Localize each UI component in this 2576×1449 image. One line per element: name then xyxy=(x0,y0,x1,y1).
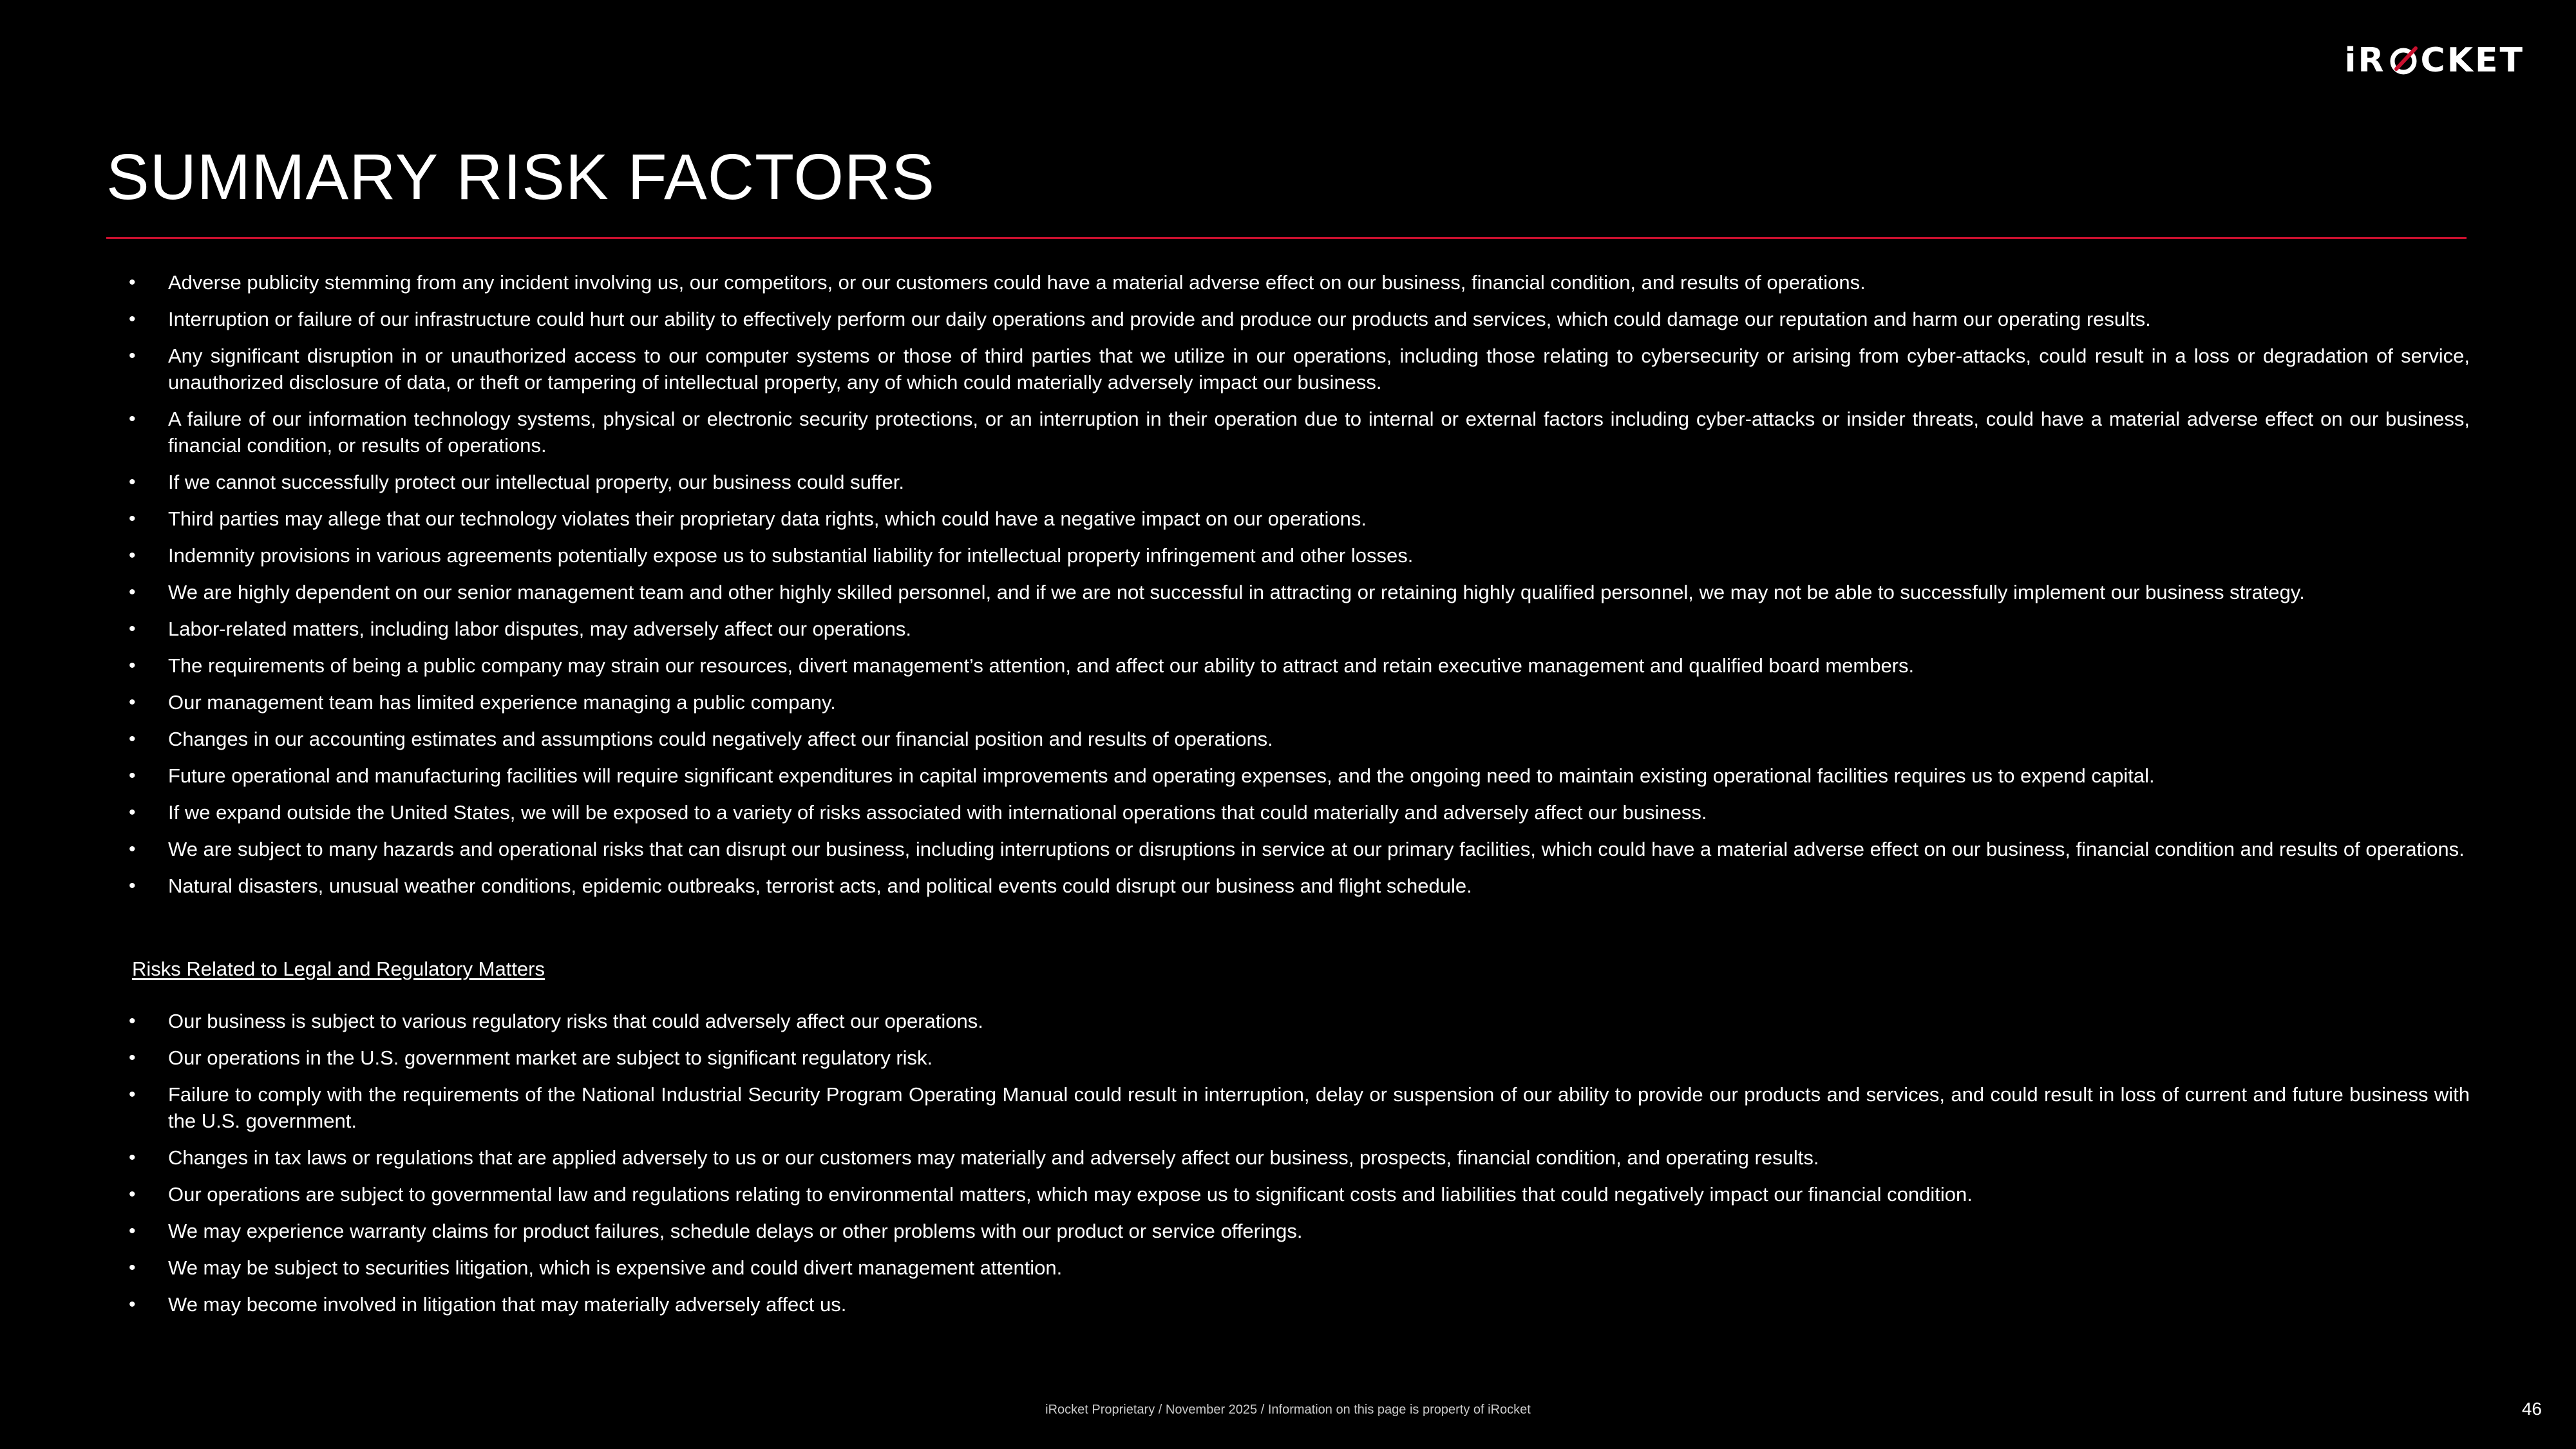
logo-text-right: CKET xyxy=(2420,41,2524,80)
risk-list-item xyxy=(129,343,2470,395)
bullet-icon: • xyxy=(129,1184,136,1205)
risk-list-item xyxy=(129,873,2470,899)
risk-text: We may be subject to securities litigation, which is expensive and could divert management attention. xyxy=(168,1256,1063,1279)
risk-text: Labor-related matters, including labor disputes, may adversely affect our operations. xyxy=(168,618,911,640)
risk-list-item xyxy=(129,579,2470,605)
logo-text-left: iR xyxy=(2344,41,2386,80)
bullet-icon: • xyxy=(129,508,136,529)
risk-list-item xyxy=(129,406,2470,459)
risk-text: Changes in our accounting estimates and assumptions could negatively affect our financial position and results of operations. xyxy=(168,728,1273,750)
risk-text: We are highly dependent on our senior management team and other highly skilled personnel, and if we are not successful in attracting or retaining highly qualified personnel, we may not be able to successfully implement our business strategy. xyxy=(168,581,2305,603)
risk-text: The requirements of being a public company may strain our resources, divert management’s attention, and affect our ability to attract and retain executive management and qualified board members. xyxy=(168,654,1915,677)
bullet-icon: • xyxy=(129,838,136,860)
risk-text: Our management team has limited experience managing a public company. xyxy=(168,691,836,714)
bullet-icon: • xyxy=(129,1010,136,1032)
risk-list-item xyxy=(129,1008,2470,1034)
rocket-o-icon xyxy=(2389,46,2418,75)
risk-text: Natural disasters, unusual weather conditions, epidemic outbreaks, terrorist acts, and political events could disrupt our business and flight schedule. xyxy=(168,875,1472,897)
bullet-icon: • xyxy=(129,1147,136,1168)
risk-list-item xyxy=(129,799,2470,826)
bullet-icon: • xyxy=(129,1257,136,1278)
risk-text: Third parties may allege that our technology violates their proprietary data rights, which could have a negative impact on our operations. xyxy=(168,507,1367,530)
risk-text: Failure to comply with the requirements of the National Industrial Security Program Operating Manual could result in interruption, delay or suspension of our ability to provide our products and services, and could result in loss of current and future business with the U.S. government. xyxy=(168,1083,2470,1132)
risk-text: Indemnity provisions in various agreements potentially expose us to substantial liability for intellectual property infringement and other losses. xyxy=(168,544,1414,567)
bullet-icon: • xyxy=(129,765,136,786)
bullet-icon: • xyxy=(129,471,136,493)
risk-list-item xyxy=(129,469,2470,495)
page-title: SUMMARY RISK FACTORS xyxy=(106,141,935,213)
legal-risk-list xyxy=(129,1008,2470,1328)
risk-text: Changes in tax laws or regulations that are applied adversely to us or our customers may materially and adversely affect our business, prospects, financial condition, and operating results. xyxy=(168,1146,1819,1169)
bullet-icon: • xyxy=(129,272,136,293)
risk-list-item xyxy=(129,1218,2470,1244)
risk-list-item xyxy=(129,762,2470,789)
risk-text: If we cannot successfully protect our intellectual property, our business could suffer. xyxy=(168,471,905,493)
risk-list-item xyxy=(129,1081,2470,1134)
risk-list-item xyxy=(129,616,2470,642)
bullet-icon: • xyxy=(129,1294,136,1315)
risk-list-item xyxy=(129,1045,2470,1071)
risk-list-item xyxy=(129,726,2470,752)
risk-list-item xyxy=(129,269,2470,296)
irocket-logo xyxy=(2345,40,2524,81)
bullet-icon: • xyxy=(129,582,136,603)
risk-text: Interruption or failure of our infrastructure could hurt our ability to effectively perform our daily operations and provide and produce our products and services, which could damage our reputation and harm our operating results. xyxy=(168,308,2151,330)
risk-list-item xyxy=(129,1181,2470,1208)
risk-list-item xyxy=(129,1255,2470,1281)
bullet-icon: • xyxy=(129,1047,136,1068)
bullet-icon: • xyxy=(129,1220,136,1242)
bullet-icon: • xyxy=(129,802,136,823)
risk-list-item xyxy=(129,1291,2470,1318)
footer-text: iRocket Proprietary / November 2025 / Information on this page is property of iRocket xyxy=(1045,1403,1531,1417)
risk-text: We are subject to many hazards and operational risks that can disrupt our business, including interruptions or disruptions in service at our primary facilities, which could have a material adverse effect on our business, financial condition and results of operations. xyxy=(168,838,2465,860)
risk-text: A failure of our information technology systems, physical or electronic security protections, or an interruption in their operation due to internal or external factors including cyber-attacks or insider threats, could have a material adverse effect on our business, financial condition, or results of operations. xyxy=(168,408,2470,457)
risk-text: Our business is subject to various regulatory risks that could adversely affect our operations. xyxy=(168,1010,983,1032)
risk-text: Adverse publicity stemming from any incident involving us, our competitors, or our customers could have a material adverse effect on our business, financial condition, and results of operations. xyxy=(168,271,1866,294)
risk-list-item xyxy=(129,306,2470,332)
risk-list-item xyxy=(129,652,2470,679)
bullet-icon: • xyxy=(129,408,136,430)
risk-list-item xyxy=(129,506,2470,532)
bullet-icon: • xyxy=(129,728,136,750)
risk-list-item xyxy=(129,1144,2470,1171)
bullet-icon: • xyxy=(129,618,136,639)
bullet-icon: • xyxy=(129,875,136,896)
risk-text: Future operational and manufacturing facilities will require significant expenditures in capital improvements and operating expenses, and the ongoing need to maintain existing operational facilities requires us to expend capital. xyxy=(168,764,2155,787)
legal-section-heading: Risks Related to Legal and Regulatory Matters xyxy=(132,958,545,980)
bullet-icon: • xyxy=(129,692,136,713)
risk-text: We may become involved in litigation that may materially adversely affect us. xyxy=(168,1293,847,1316)
risk-text: Our operations are subject to governmental law and regulations relating to environmental matters, which may expose us to significant costs and liabilities that could negatively impact our financial condition. xyxy=(168,1183,1973,1206)
bullet-icon: • xyxy=(129,655,136,676)
bullet-icon: • xyxy=(129,308,136,330)
bullet-icon: • xyxy=(129,345,136,366)
risk-list-item xyxy=(129,542,2470,569)
general-risk-list xyxy=(129,269,2470,909)
risk-list-item xyxy=(129,836,2470,862)
page-number: 46 xyxy=(2521,1399,2542,1419)
risk-list-item xyxy=(129,689,2470,715)
title-divider xyxy=(106,237,2467,239)
bullet-icon: • xyxy=(129,1084,136,1105)
bullet-icon: • xyxy=(129,545,136,566)
risk-text: Our operations in the U.S. government market are subject to significant regulatory risk. xyxy=(168,1046,933,1069)
risk-text: We may experience warranty claims for product failures, schedule delays or other problems with our product or service offerings. xyxy=(168,1220,1303,1242)
risk-text: If we expand outside the United States, we will be exposed to a variety of risks associated with international operations that could materially and adversely affect our business. xyxy=(168,801,1707,824)
risk-text: Any significant disruption in or unauthorized access to our computer systems or those of third parties that we utilize in our operations, including those relating to cybersecurity or arising from cyber-attacks, could result in a loss or degradation of service, unauthorized disclosure of data, or theft or tampering of intellectual property, any of which could materially adversely impact our business. xyxy=(168,345,2470,393)
